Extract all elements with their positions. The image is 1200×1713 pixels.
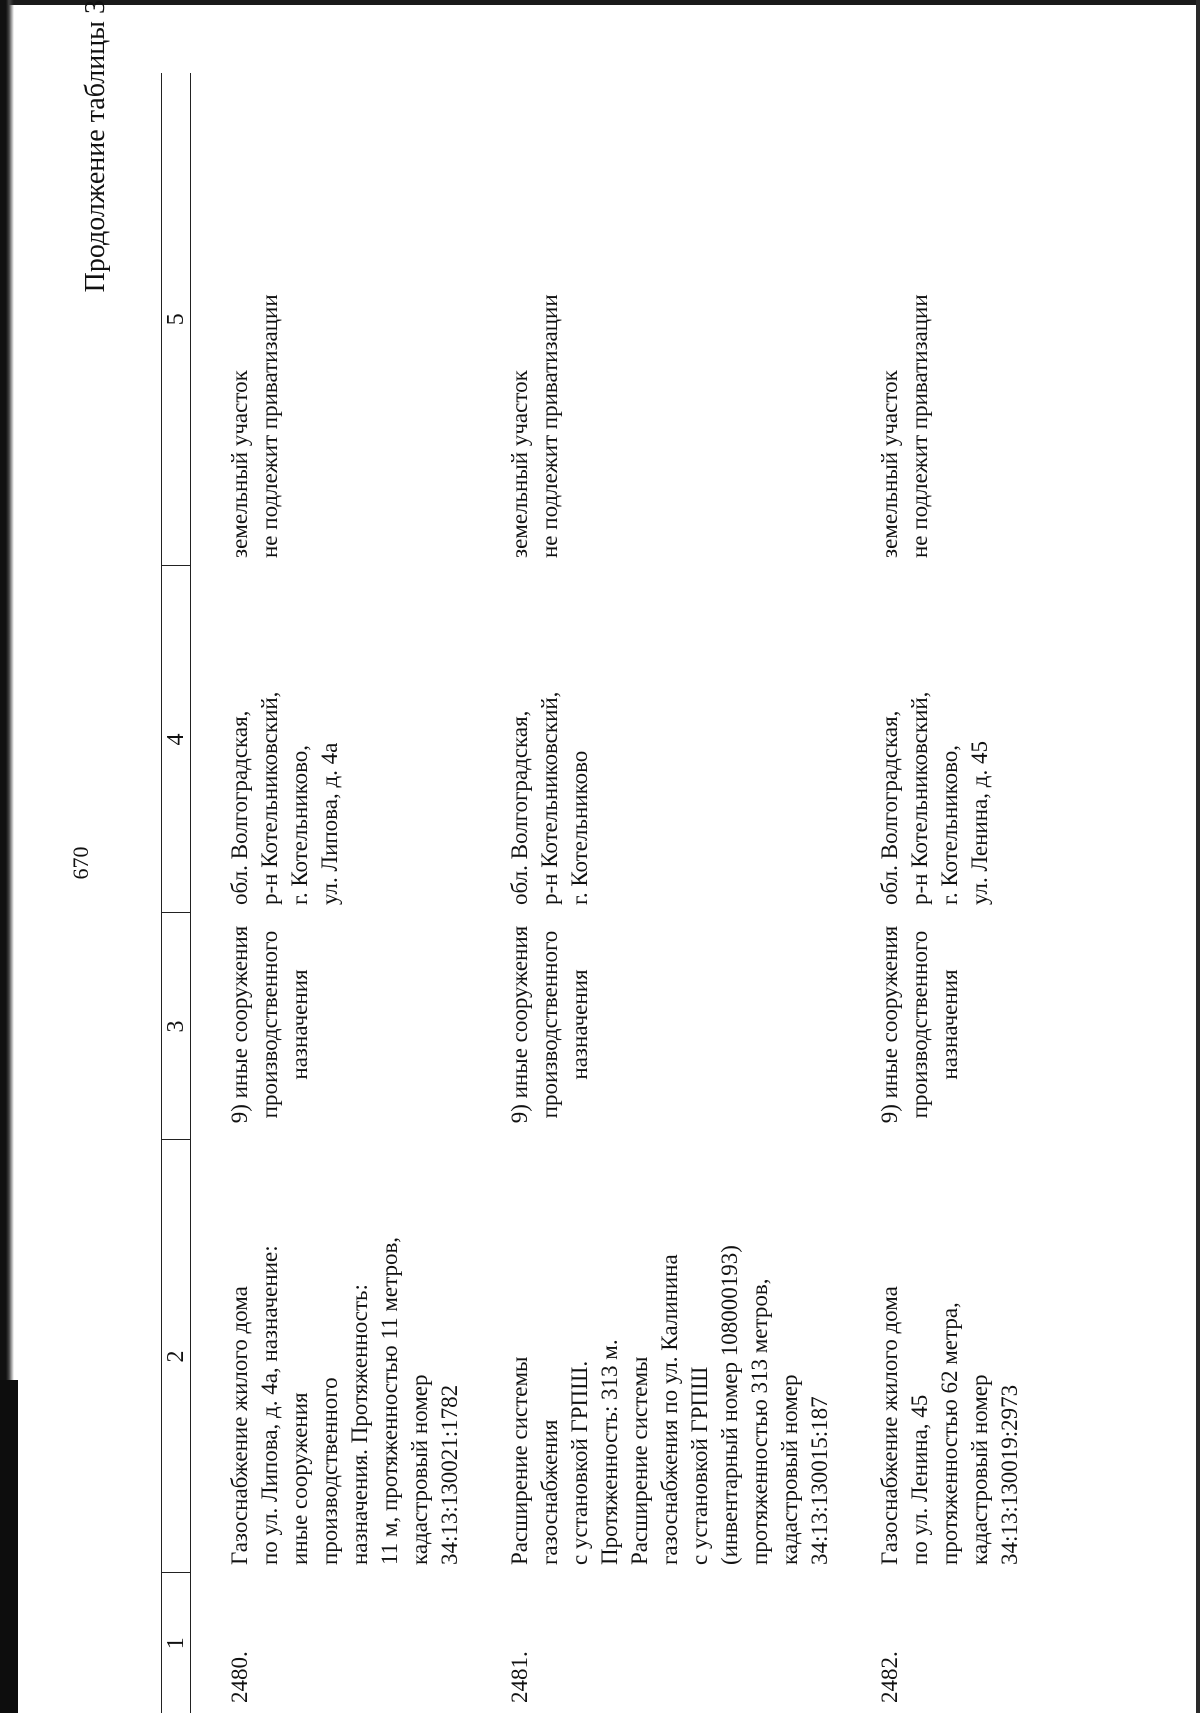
row-number: 2482. (877, 1651, 902, 1703)
description-line: кадастровый номер (967, 1374, 992, 1565)
description-line: иные сооружения (287, 1392, 312, 1565)
note-line: не подлежит приватизации (537, 294, 562, 558)
object-purpose (835, 913, 1025, 1140)
description-line: Расширение системы (627, 1356, 652, 1565)
purpose-line: 9) иные сооружения (227, 925, 252, 1124)
header-col-3: 3 (162, 913, 191, 1140)
address-line: обл. Волгоградская, (877, 710, 902, 905)
purpose-line: назначения (567, 969, 592, 1080)
address-line: ул. Липова, д. 4а (317, 742, 342, 905)
description-line: газоснабжения (537, 1419, 562, 1565)
description-line: 34:13:130015:187 (807, 1396, 832, 1565)
table-row (191, 73, 466, 1713)
header-col-5: 5 (162, 73, 191, 566)
note-line: земельный участок (877, 370, 902, 558)
table-row (835, 73, 1025, 1713)
object-description (835, 1140, 1025, 1573)
address-line: ул. Ленина, д. 45 (967, 741, 992, 905)
description-line: газоснабжения по ул. Калинина (657, 1254, 682, 1565)
description-line: протяженностью 313 метров, (747, 1278, 772, 1565)
object-purpose (465, 913, 835, 1140)
purpose-line: назначения (937, 969, 962, 1080)
purpose-line: производственного (907, 930, 932, 1119)
purpose-line: 9) иные сооружения (507, 925, 532, 1124)
description-line: кадастровый номер (777, 1374, 802, 1565)
note-line: не подлежит приватизации (257, 294, 282, 558)
description-line: по ул. Ленина, 45 (907, 1394, 932, 1565)
address-line: р-н Котельниковский, (257, 691, 282, 905)
purpose-line: 9) иные сооружения (877, 925, 902, 1124)
purpose-line: производственного (537, 930, 562, 1119)
table-row (465, 73, 835, 1713)
header-row (162, 73, 191, 1713)
description-line: Расширение системы (507, 1356, 532, 1565)
object-description (465, 1140, 835, 1573)
address-line: р-н Котельниковский, (907, 691, 932, 905)
table-caption: Продолжение таблицы 3 (80, 0, 111, 293)
address-line: обл. Волгоградская, (507, 710, 532, 905)
object-address (835, 566, 1025, 913)
note-line: земельный участок (507, 370, 532, 558)
header-col-4: 4 (162, 566, 191, 913)
description-line: (инвентарный номер 108000193) (717, 1245, 742, 1565)
property-table (161, 73, 1025, 1713)
object-note (835, 73, 1025, 566)
description-line: Газоснабжение жилого дома (227, 1286, 252, 1565)
purpose-line: назначения (287, 969, 312, 1080)
address-line: г. Котельниково, (937, 744, 962, 905)
object-purpose (191, 913, 466, 1140)
object-address (191, 566, 466, 913)
description-line: с установкой ГРПШ. (567, 1360, 592, 1565)
description-line: 34:13:130019:2973 (997, 1384, 1022, 1565)
description-line: с установкой ГРПШ (687, 1366, 712, 1565)
description-line: кадастровый номер (407, 1374, 432, 1565)
description-line: назначения. Протяженность: (347, 1284, 372, 1565)
description-line: производственного (317, 1377, 342, 1565)
address-line: р-н Котельниковский, (537, 691, 562, 905)
description-line: 11 м, протяженностью 11 метров, (377, 1236, 402, 1565)
header-col-1: 1 (162, 1573, 191, 1713)
description-line: Газоснабжение жилого дома (877, 1286, 902, 1565)
description-line: Протяженность: 313 м. (597, 1339, 622, 1565)
object-description (191, 1140, 466, 1573)
row-number: 2480. (227, 1651, 252, 1703)
object-address (465, 566, 835, 913)
row-number: 2481. (507, 1651, 532, 1703)
note-line: не подлежит приватизации (907, 294, 932, 558)
description-line: 34:13:130021:1782 (437, 1384, 462, 1565)
address-line: г. Котельниково (567, 750, 592, 905)
purpose-line: производственного (257, 930, 282, 1119)
object-note (465, 73, 835, 566)
header-col-2: 2 (162, 1140, 191, 1573)
description-line: протяженностью 62 метра, (937, 1302, 962, 1565)
description-line: по ул. Липова, д. 4а, назначение: (257, 1245, 282, 1565)
address-line: г. Котельниково, (287, 744, 312, 905)
object-note (191, 73, 466, 566)
page-number: 670 (68, 846, 93, 880)
note-line: земельный участок (227, 370, 252, 558)
address-line: обл. Волгоградская, (227, 710, 252, 905)
